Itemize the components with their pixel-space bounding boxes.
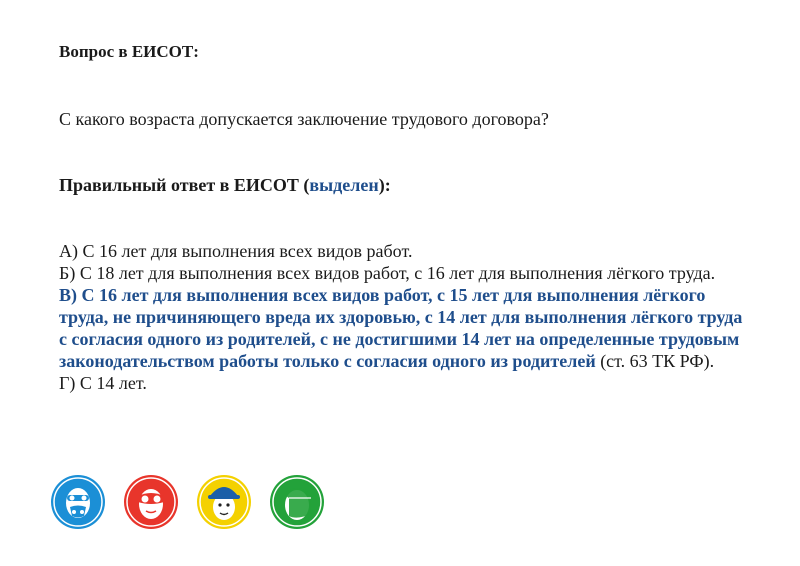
- option-v-reference: (ст. 63 ТК РФ).: [595, 351, 715, 371]
- answer-heading-highlight: выделен: [309, 175, 379, 195]
- answer-heading: [59, 175, 391, 196]
- option-v-correct: [59, 284, 749, 372]
- question-text: С какого возраста допускается заключение трудового договора?: [59, 109, 549, 129]
- option-g: Г) С 14 лет.: [59, 373, 147, 393]
- safety-icons: [50, 474, 325, 530]
- option-a: А) С 16 лет для выполнения всех видов работ.: [59, 241, 413, 261]
- goggles-icon: [123, 474, 179, 530]
- hard-hat-icon: [196, 474, 252, 530]
- face-shield-icon: [269, 474, 325, 530]
- option-b: Б) С 18 лет для выполнения всех видов работ, с 16 лет для выполнения лёгкого труда.: [59, 263, 716, 283]
- answer-heading-suffix: ):: [378, 175, 391, 195]
- option-v-text: В) С 16 лет для выполнения всех видов работ, с 15 лет для выполнения лёгкого труда, не причиняющего вреда их здоровью, с 14 лет для выполнения лёгкого труда с согласия одного из родителей, с не достигшими 14 лет на определенные трудовым законодательством работы только с согласия одного из родителей: [59, 285, 743, 371]
- page-heading: Вопрос в ЕИСОТ:: [59, 42, 199, 61]
- answer-heading-prefix: Правильный ответ в ЕИСОТ (: [59, 175, 310, 195]
- respirator-icon: [50, 474, 106, 530]
- answer-options: [59, 240, 749, 394]
